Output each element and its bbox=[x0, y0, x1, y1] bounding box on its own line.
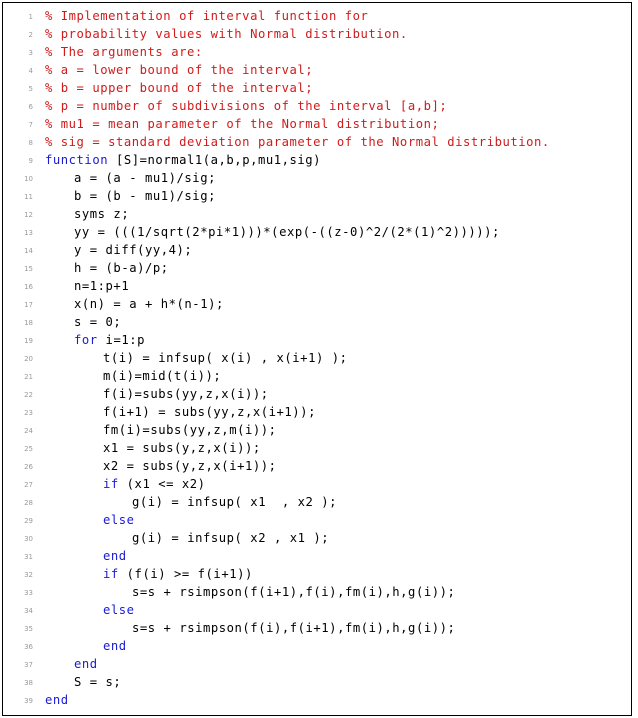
code-keyword: end bbox=[103, 639, 127, 653]
code-line bbox=[3, 403, 631, 421]
code-statement: s = 0; bbox=[74, 315, 122, 329]
code-text bbox=[103, 475, 206, 493]
code-comment: % p = number of subdivisions of the interval [a,b]; bbox=[45, 99, 448, 113]
line-number: 15 bbox=[24, 265, 33, 273]
code-text bbox=[74, 673, 121, 691]
code-line bbox=[3, 475, 631, 493]
code-text bbox=[74, 205, 129, 223]
line-number: 27 bbox=[24, 481, 33, 489]
code-line bbox=[3, 187, 631, 205]
line-number: 19 bbox=[24, 337, 33, 345]
line-number: 16 bbox=[24, 283, 33, 291]
code-text bbox=[74, 187, 216, 205]
code-statement: syms z; bbox=[74, 207, 130, 221]
code-line bbox=[3, 385, 631, 403]
line-number: 32 bbox=[24, 571, 33, 579]
code-text bbox=[132, 529, 329, 547]
line-number: 1 bbox=[28, 13, 33, 21]
line-number: 2 bbox=[28, 31, 33, 39]
line-number: 17 bbox=[24, 301, 33, 309]
code-line bbox=[3, 43, 631, 61]
line-number: 31 bbox=[24, 553, 33, 561]
code-line bbox=[3, 349, 631, 367]
code-statement: (x1 <= x2) bbox=[118, 477, 206, 491]
line-number: 11 bbox=[24, 193, 33, 201]
code-line bbox=[3, 637, 631, 655]
code-statement: fm(i)=subs(yy,z,m(i)); bbox=[103, 423, 277, 437]
code-line bbox=[3, 61, 631, 79]
code-statement: a = (a - mu1)/sig; bbox=[74, 171, 216, 185]
code-comment: % a = lower bound of the interval; bbox=[45, 63, 314, 77]
code-keyword: else bbox=[103, 513, 135, 527]
code-statement: t(i) = infsup( x(i) , x(i+1) ); bbox=[103, 351, 348, 365]
code-line bbox=[3, 673, 631, 691]
code-listing bbox=[2, 2, 632, 716]
code-keyword: if bbox=[103, 567, 119, 581]
code-statement: g(i) = infsup( x1 , x2 ); bbox=[132, 495, 338, 509]
line-number: 5 bbox=[28, 85, 33, 93]
line-number: 26 bbox=[24, 463, 33, 471]
line-number: 25 bbox=[24, 445, 33, 453]
line-number: 22 bbox=[24, 391, 33, 399]
code-comment: % probability values with Normal distribution. bbox=[45, 27, 408, 41]
code-statement: n=1:p+1 bbox=[74, 279, 130, 293]
code-comment: % mu1 = mean parameter of the Normal distribution; bbox=[45, 117, 440, 131]
code-line bbox=[3, 277, 631, 295]
code-line bbox=[3, 205, 631, 223]
code-text bbox=[103, 367, 221, 385]
code-text bbox=[103, 403, 316, 421]
code-text bbox=[103, 511, 135, 529]
code-line bbox=[3, 259, 631, 277]
code-line bbox=[3, 331, 631, 349]
line-number: 36 bbox=[24, 643, 33, 651]
code-line bbox=[3, 493, 631, 511]
code-text bbox=[103, 601, 135, 619]
line-number: 8 bbox=[28, 139, 33, 147]
line-number: 3 bbox=[28, 49, 33, 57]
code-line bbox=[3, 691, 631, 709]
code-comment: % b = upper bound of the interval; bbox=[45, 81, 314, 95]
code-text bbox=[74, 331, 145, 349]
code-keyword: end bbox=[74, 657, 98, 671]
line-number: 21 bbox=[24, 373, 33, 381]
code-keyword: end bbox=[45, 693, 69, 707]
code-line bbox=[3, 439, 631, 457]
code-text bbox=[103, 385, 269, 403]
code-line bbox=[3, 565, 631, 583]
code-statement: i=1:p bbox=[97, 333, 145, 347]
line-number: 28 bbox=[24, 499, 33, 507]
code-statement: x1 = subs(y,z,x(i)); bbox=[103, 441, 261, 455]
code-comment: % Implementation of interval function for bbox=[45, 9, 369, 23]
line-number: 38 bbox=[24, 679, 33, 687]
code-line bbox=[3, 151, 631, 169]
code-statement: x(n) = a + h*(n-1); bbox=[74, 297, 224, 311]
line-number: 12 bbox=[24, 211, 33, 219]
code-text bbox=[74, 169, 216, 187]
code-line bbox=[3, 511, 631, 529]
code-line bbox=[3, 547, 631, 565]
code-statement: [S]=normal1(a,b,p,mu1,sig) bbox=[108, 153, 322, 167]
code-text bbox=[74, 223, 500, 241]
code-keyword: if bbox=[103, 477, 119, 491]
code-statement: h = (b-a)/p; bbox=[74, 261, 169, 275]
code-text bbox=[74, 259, 169, 277]
code-text bbox=[74, 277, 129, 295]
line-number: 35 bbox=[24, 625, 33, 633]
code-text bbox=[132, 493, 337, 511]
code-statement: b = (b - mu1)/sig; bbox=[74, 189, 216, 203]
code-line bbox=[3, 529, 631, 547]
code-text bbox=[103, 349, 348, 367]
code-line bbox=[3, 457, 631, 475]
code-keyword: for bbox=[74, 333, 98, 347]
code-statement: m(i)=mid(t(i)); bbox=[103, 369, 222, 383]
code-line bbox=[3, 115, 631, 133]
line-number: 34 bbox=[24, 607, 33, 615]
code-comment: % sig = standard deviation parameter of the Normal distribution. bbox=[45, 135, 550, 149]
code-line bbox=[3, 583, 631, 601]
code-comment: % The arguments are: bbox=[45, 45, 203, 59]
line-number: 20 bbox=[24, 355, 33, 363]
code-text bbox=[103, 547, 127, 565]
code-text bbox=[132, 619, 455, 637]
code-line bbox=[3, 7, 631, 25]
line-number: 7 bbox=[28, 121, 33, 129]
code-statement: s=s + rsimpson(f(i),f(i+1),fm(i),h,g(i)); bbox=[132, 621, 456, 635]
code-line bbox=[3, 97, 631, 115]
line-number: 30 bbox=[24, 535, 33, 543]
code-text bbox=[103, 457, 277, 475]
code-line bbox=[3, 25, 631, 43]
line-number: 6 bbox=[28, 103, 33, 111]
code-line bbox=[3, 79, 631, 97]
line-number: 33 bbox=[24, 589, 33, 597]
code-text bbox=[103, 421, 277, 439]
code-line bbox=[3, 313, 631, 331]
code-line bbox=[3, 655, 631, 673]
code-text bbox=[74, 313, 121, 331]
code-line bbox=[3, 421, 631, 439]
line-number: 39 bbox=[24, 697, 33, 705]
line-number: 23 bbox=[24, 409, 33, 417]
code-text bbox=[45, 691, 69, 709]
code-line bbox=[3, 295, 631, 313]
code-text bbox=[74, 655, 98, 673]
code-text bbox=[45, 151, 321, 169]
code-line bbox=[3, 601, 631, 619]
code-text bbox=[132, 583, 455, 601]
line-number: 37 bbox=[24, 661, 33, 669]
code-line bbox=[3, 619, 631, 637]
code-keyword: else bbox=[103, 603, 135, 617]
code-statement: S = s; bbox=[74, 675, 122, 689]
line-number: 18 bbox=[24, 319, 33, 327]
line-number: 9 bbox=[28, 157, 33, 165]
line-number: 4 bbox=[28, 67, 33, 75]
code-text bbox=[74, 295, 224, 313]
code-statement: s=s + rsimpson(f(i+1),f(i),fm(i),h,g(i)); bbox=[132, 585, 456, 599]
code-line bbox=[3, 241, 631, 259]
code-line bbox=[3, 133, 631, 151]
code-text bbox=[103, 637, 127, 655]
code-line bbox=[3, 367, 631, 385]
line-number: 29 bbox=[24, 517, 33, 525]
line-number: 14 bbox=[24, 247, 33, 255]
line-number: 24 bbox=[24, 427, 33, 435]
code-line bbox=[3, 169, 631, 187]
line-number: 10 bbox=[24, 175, 33, 183]
code-text bbox=[103, 565, 253, 583]
code-keyword: function bbox=[45, 153, 109, 167]
code-statement: x2 = subs(y,z,x(i+1)); bbox=[103, 459, 277, 473]
code-statement: (f(i) >= f(i+1)) bbox=[118, 567, 253, 581]
code-text bbox=[74, 241, 192, 259]
code-statement: f(i)=subs(yy,z,x(i)); bbox=[103, 387, 269, 401]
line-number: 13 bbox=[24, 229, 33, 237]
code-line bbox=[3, 223, 631, 241]
code-statement: yy = (((1/sqrt(2*pi*1)))*(exp(-((z-0)^2/(2*(1)^2))))); bbox=[74, 225, 500, 239]
code-statement: g(i) = infsup( x2 , x1 ); bbox=[132, 531, 330, 545]
code-text bbox=[103, 439, 261, 457]
code-statement: y = diff(yy,4); bbox=[74, 243, 193, 257]
code-keyword: end bbox=[103, 549, 127, 563]
code-statement: f(i+1) = subs(yy,z,x(i+1)); bbox=[103, 405, 316, 419]
